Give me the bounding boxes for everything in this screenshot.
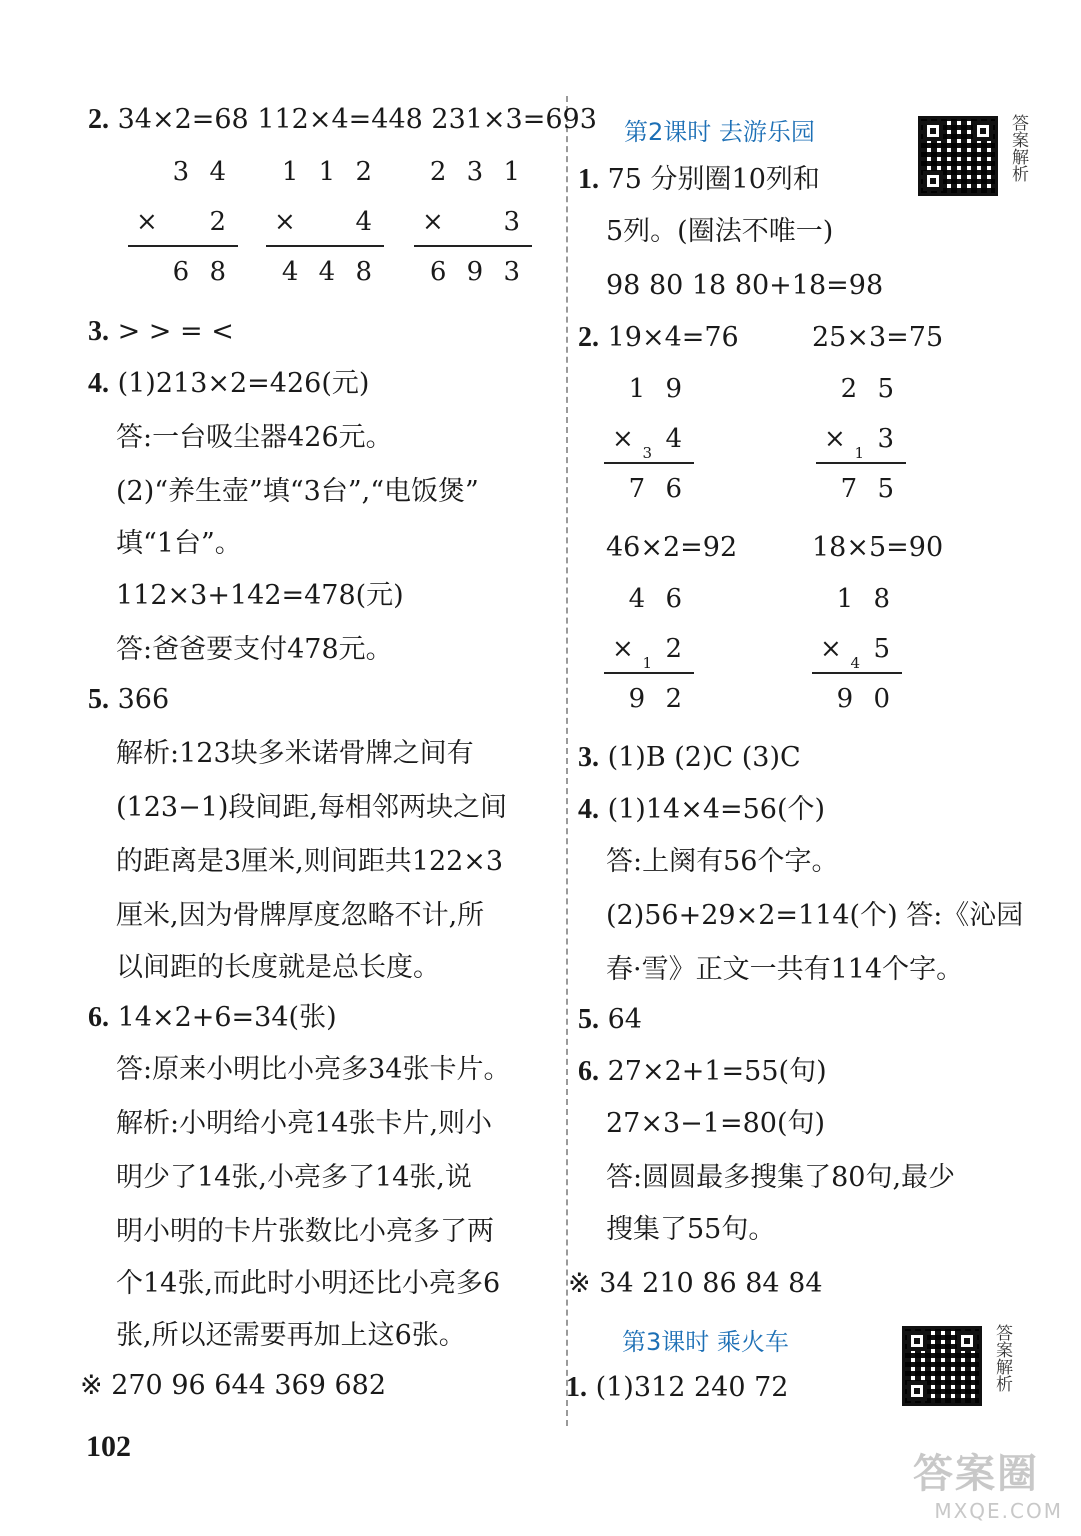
section-title-lesson-3: 第3课时 乘火车 (622, 1328, 789, 1356)
q3-answer: (1)B (2)C (3)C (607, 742, 801, 773)
answer-text: (1)14×4=56(个) (607, 794, 826, 825)
q3-line (578, 738, 801, 778)
analysis-text: (123−1)段间距,每相邻两块之间 (116, 792, 507, 823)
answer-text: 27×3−1=80(句) (606, 1108, 826, 1139)
analysis-text: 解析:小明给小亮14张卡片,则小 (116, 1108, 493, 1139)
watermark-url: MXQE.COM (934, 1499, 1063, 1523)
calc-bar (128, 245, 238, 247)
product: 7 6 (628, 474, 688, 504)
question-number: 2. (88, 104, 109, 135)
q4-line-1 (578, 790, 825, 830)
equation: 46×2=92 (606, 532, 738, 563)
multiplier: 3 (877, 424, 900, 454)
column-divider (566, 96, 568, 1426)
answer-text: 112×3+142=478(元) (116, 580, 404, 611)
multiplier: 4 (665, 424, 688, 454)
q6-line (578, 1052, 827, 1092)
qr-finder (907, 1381, 927, 1401)
analysis-text: 厘米,因为骨牌厚度忽略不计,所 (116, 900, 485, 931)
answer-text: (1)213×2=426(元) (117, 368, 370, 399)
question-number: 3. (578, 742, 599, 773)
analysis-text: 解析:123块多米诺骨牌之间有 (116, 738, 474, 769)
product: 7 5 (840, 474, 900, 504)
multiplier-row (820, 632, 896, 802)
vertical-calc-r1 (604, 372, 694, 522)
answer-text: 答:爸爸要支付478元。 (116, 634, 393, 665)
times-sign: × (820, 634, 848, 664)
q5-answer: 64 (607, 1004, 642, 1035)
carry-digit: 1 (854, 444, 870, 462)
calc-bar (816, 462, 906, 464)
qr-finder (957, 1331, 977, 1351)
multiplier: 5 (873, 634, 896, 664)
analysis-text: 以间距的长度就是总长度。 (116, 952, 440, 983)
multiplier: 2 (209, 207, 232, 237)
question-number: 6. (578, 1056, 599, 1087)
answer-text: 27×2+1=55(句) (607, 1056, 827, 1087)
analysis-text: 张,所以还需要再加上这6张。 (116, 1320, 466, 1351)
analysis-text: 的距离是3厘米,则间距共122×3 (116, 846, 504, 877)
answer-text: 答:原来小明比小亮多34张卡片。 (116, 1054, 511, 1085)
multiplicand: 3 4 (172, 157, 232, 187)
times-sign: × (422, 207, 450, 237)
multiplicand: 1 9 (628, 374, 688, 404)
calc-bar (604, 672, 694, 674)
q1-line (578, 160, 820, 200)
qr-code-icon[interactable] (918, 116, 998, 196)
answer-text: 14×2+6=34(张) (117, 1002, 337, 1033)
answer-text: (1)312 240 72 (595, 1372, 789, 1403)
question-number: 4. (88, 368, 109, 399)
q3-answer: > > = < (117, 316, 234, 347)
product: 4 4 8 (281, 257, 378, 287)
qr-finder (907, 1331, 927, 1351)
vertical-calc-3 (414, 155, 532, 305)
qr-finder (923, 121, 943, 141)
q2-line (578, 318, 739, 358)
equation: 19×4=76 (607, 322, 739, 353)
multiplicand: 2 3 1 (429, 157, 526, 187)
answer-text: 春·雪》正文一共有114个字。 (606, 954, 964, 985)
answer-text: (2)“养生壶”填“3台”,“电饭煲” (116, 476, 479, 507)
answer-text: 5列。(圈法不唯一) (606, 216, 834, 247)
qr-label: 答案解析 (992, 1324, 1012, 1392)
q5-line (88, 680, 169, 720)
multiplicand: 2 5 (840, 374, 900, 404)
product: 9 0 (836, 684, 896, 714)
analysis-text: 个14张,而此时小明还比小亮多6 (116, 1268, 501, 1299)
calc-bar (266, 245, 384, 247)
answer-text: 75 分别圈10列和 (607, 164, 820, 195)
q4-line-1 (88, 364, 369, 404)
vertical-calc-r4 (812, 582, 902, 732)
q2-line (88, 100, 597, 140)
calc-bar (604, 462, 694, 464)
carry-digit: 4 (850, 654, 866, 672)
product: 6 9 3 (429, 257, 526, 287)
qr-finder (923, 171, 943, 191)
multiplicand: 1 1 2 (281, 157, 378, 187)
question-number: 6. (88, 1002, 109, 1033)
q3-line (88, 312, 234, 352)
answer-text: (2)56+29×2=114(个) 答:《沁园 (606, 900, 1024, 931)
equation: 18×5=90 (812, 532, 944, 563)
q2-equations: 34×2=68 112×4=448 231×3=693 (117, 104, 597, 135)
extra-answers: ※ 270 96 644 369 682 (80, 1370, 387, 1401)
answer-text: 填“1台”。 (116, 528, 242, 559)
question-number: 4. (578, 794, 599, 825)
calc-bar (414, 245, 532, 247)
question-number: 5. (578, 1004, 599, 1035)
times-sign: × (136, 207, 164, 237)
vertical-calc-1 (128, 155, 238, 305)
question-number: 2. (578, 322, 599, 353)
carry-digit: 3 (642, 444, 658, 462)
qr-code-icon[interactable] (902, 1326, 982, 1406)
section-title-lesson-2: 第2课时 去游乐园 (624, 118, 815, 146)
answer-text: 答:圆圆最多搜集了80句,最少 (606, 1162, 956, 1193)
equation: 25×3=75 (812, 322, 944, 353)
vertical-calc-2 (266, 155, 384, 305)
times-sign: × (612, 424, 640, 454)
lesson3-q1-line (566, 1368, 788, 1408)
page-number: 102 (86, 1430, 131, 1463)
product: 9 2 (628, 684, 688, 714)
times-sign: × (824, 424, 852, 454)
q5-line (578, 1000, 642, 1040)
answer-text: 答:一台吸尘器426元。 (116, 422, 393, 453)
analysis-text: 明小明的卡片张数比小亮多了两 (116, 1216, 494, 1247)
multiplier: 2 (665, 634, 688, 664)
answer-text: 98 80 18 80+18=98 (606, 270, 884, 301)
product: 6 8 (172, 257, 232, 287)
watermark-logo (913, 1442, 1063, 1524)
answer-text: 搜集了55句。 (606, 1214, 776, 1245)
question-number: 1. (578, 164, 599, 195)
multiplier: 4 (355, 207, 378, 237)
multiplicand: 4 6 (628, 584, 688, 614)
qr-finder (973, 121, 993, 141)
question-number: 1. (566, 1372, 587, 1403)
times-sign: × (274, 207, 302, 237)
vertical-calc-r2 (816, 372, 906, 522)
qr-label: 答案解析 (1008, 114, 1028, 182)
question-number: 3. (88, 316, 109, 347)
multiplicand: 1 8 (836, 584, 896, 614)
times-sign: × (612, 634, 640, 664)
answer-text: 答:上阕有56个字。 (606, 846, 839, 877)
multiplier: 3 (503, 207, 526, 237)
watermark-text: 答案圈 (913, 1451, 1039, 1497)
analysis-text: 明少了14张,小亮多了14张,说 (116, 1162, 472, 1193)
q6-line (88, 998, 337, 1038)
vertical-calc-r3 (604, 582, 694, 732)
carry-digit: 1 (642, 654, 658, 672)
calc-bar (812, 672, 902, 674)
q5-answer: 366 (117, 684, 170, 715)
extra-answers: ※ 34 210 86 84 84 (568, 1268, 823, 1299)
question-number: 5. (88, 684, 109, 715)
